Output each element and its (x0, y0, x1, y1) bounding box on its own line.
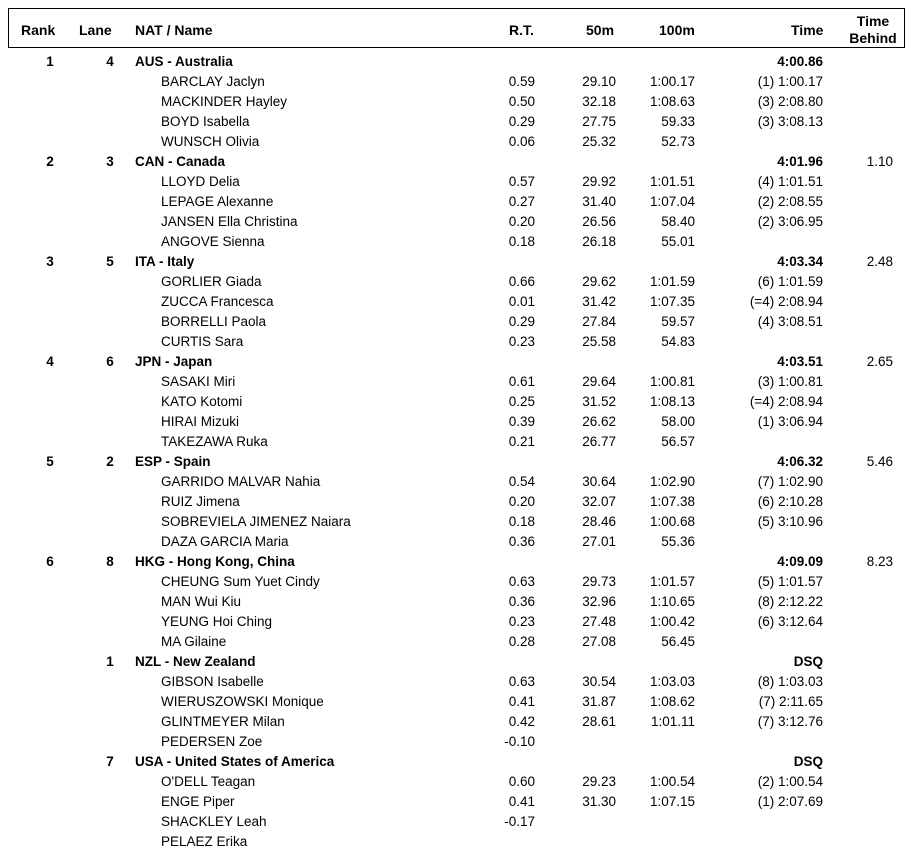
split-100m: 1:01.11 (650, 714, 695, 729)
split-100m: 1:07.35 (649, 294, 695, 309)
team-lane: 6 (106, 354, 114, 369)
swimmer-row (0, 572, 914, 592)
team-lane: 1 (106, 654, 114, 669)
split-50m: 31.52 (582, 394, 616, 409)
reaction-time: 0.63 (508, 574, 535, 589)
split-100m: 1:08.63 (649, 94, 695, 109)
team-name: HKG - Hong Kong, China (135, 554, 295, 569)
swimmer-row (0, 292, 914, 312)
team-rank: 4 (46, 354, 54, 369)
swimmer-row (0, 612, 914, 632)
swimmer-name: SASAKI Miri (161, 374, 236, 389)
reaction-time: 0.39 (508, 414, 535, 429)
swimmer-name: MAN Wui Kiu (161, 594, 242, 609)
swimmer-name: WIERUSZOWSKI Monique (161, 694, 324, 709)
header-time: Time (791, 22, 824, 38)
team-time: 4:06.32 (777, 454, 823, 469)
split-50m: 29.73 (582, 574, 616, 589)
swimmer-name: GIBSON Isabelle (161, 674, 264, 689)
split-100m: 1:00.54 (649, 774, 695, 789)
swimmer-row (0, 692, 914, 712)
swimmer-name: LEPAGE Alexanne (161, 194, 274, 209)
reaction-time: 0.41 (508, 694, 535, 709)
swimmer-name: ZUCCA Francesca (161, 294, 274, 309)
reaction-time: 0.63 (508, 674, 535, 689)
cumulative-time: (2) 1:00.54 (757, 774, 823, 789)
split-50m: 32.18 (582, 94, 616, 109)
split-50m: 31.42 (582, 294, 616, 309)
swimmer-row (0, 92, 914, 112)
split-100m: 56.45 (661, 634, 695, 649)
header-nat-name: NAT / Name (135, 22, 213, 38)
team-rank: 2 (46, 154, 54, 169)
split-100m: 1:07.15 (649, 794, 695, 809)
cumulative-time: (1) 1:00.17 (757, 74, 823, 89)
swimmer-name: SHACKLEY Leah (161, 814, 267, 829)
split-50m: 29.64 (582, 374, 616, 389)
swimmer-row (0, 192, 914, 212)
cumulative-time: (7) 1:02.90 (757, 474, 823, 489)
split-100m: 1:00.42 (649, 614, 695, 629)
reaction-time: 0.29 (508, 314, 535, 329)
split-100m: 1:01.51 (649, 174, 695, 189)
cumulative-time: (8) 2:12.22 (757, 594, 823, 609)
reaction-time: 0.27 (508, 194, 535, 209)
cumulative-time: (6) 2:10.28 (757, 494, 823, 509)
reaction-time: 0.50 (508, 94, 535, 109)
cumulative-time: (6) 1:01.59 (757, 274, 823, 289)
split-100m: 55.36 (661, 534, 695, 549)
swimmer-name: DAZA GARCIA Maria (161, 534, 289, 549)
cumulative-time: (3) 2:08.80 (757, 94, 823, 109)
swimmer-name: ANGOVE Sienna (161, 234, 265, 249)
swimmer-row (0, 832, 914, 852)
swimmer-row (0, 432, 914, 452)
cumulative-time: (3) 3:08.13 (757, 114, 823, 129)
team-rank: 5 (46, 454, 54, 469)
swimmer-row (0, 232, 914, 252)
swimmer-row (0, 532, 914, 552)
swimmer-row (0, 332, 914, 352)
reaction-time: 0.18 (508, 514, 535, 529)
team-lane: 5 (106, 254, 114, 269)
cumulative-time: (7) 2:11.65 (758, 694, 823, 709)
swimmer-name: MA Gilaine (161, 634, 227, 649)
swimmer-name: KATO Kotomi (161, 394, 243, 409)
swimmer-name: HIRAI Mizuki (161, 414, 240, 429)
swimmer-name: GORLIER Giada (161, 274, 262, 289)
reaction-time: 0.28 (508, 634, 535, 649)
split-100m: 52.73 (661, 134, 695, 149)
header-rank: Rank (21, 22, 56, 38)
split-100m: 59.33 (661, 114, 695, 129)
cumulative-time: (5) 1:01.57 (757, 574, 823, 589)
split-100m: 1:07.38 (649, 494, 695, 509)
cumulative-time: (5) 3:10.96 (757, 514, 823, 529)
reaction-time: 0.41 (508, 794, 535, 809)
reaction-time: 0.06 (508, 134, 535, 149)
split-100m: 54.83 (661, 334, 695, 349)
split-100m: 58.00 (661, 414, 695, 429)
swimmer-name: CURTIS Sara (161, 334, 244, 349)
team-time: 4:03.34 (777, 254, 823, 269)
cumulative-time: (=4) 2:08.94 (749, 294, 823, 309)
team-row (0, 52, 914, 72)
cumulative-time: (4) 1:01.51 (757, 174, 823, 189)
split-50m: 29.62 (582, 274, 616, 289)
swimmer-name: ENGE Piper (161, 794, 235, 809)
header-rt: R.T. (509, 22, 534, 38)
cumulative-time: (6) 3:12.64 (757, 614, 823, 629)
team-time: 4:03.51 (777, 354, 823, 369)
cumulative-time: (8) 1:03.03 (757, 674, 823, 689)
swimmer-row (0, 512, 914, 532)
reaction-time: 0.20 (508, 494, 535, 509)
swimmer-row (0, 792, 914, 812)
swimmer-name: BORRELLI Paola (161, 314, 267, 329)
team-rank: 3 (46, 254, 54, 269)
swimmer-row (0, 472, 914, 492)
split-100m: 1:10.65 (649, 594, 695, 609)
header-time-behind-line2: Behind (849, 30, 897, 46)
reaction-time: 0.42 (508, 714, 535, 729)
reaction-time: 0.01 (508, 294, 535, 309)
swimmer-row (0, 812, 914, 832)
swimmer-name: CHEUNG Sum Yuet Cindy (161, 574, 320, 589)
team-time-behind: 2.48 (866, 254, 893, 269)
reaction-time: 0.36 (508, 534, 535, 549)
split-50m: 26.56 (582, 214, 616, 229)
split-50m: 27.01 (582, 534, 616, 549)
team-name: AUS - Australia (135, 54, 233, 69)
split-50m: 31.87 (582, 694, 616, 709)
split-50m: 25.32 (582, 134, 616, 149)
split-50m: 32.96 (582, 594, 616, 609)
split-100m: 56.57 (661, 434, 695, 449)
reaction-time: -0.10 (504, 734, 535, 749)
split-50m: 27.84 (582, 314, 616, 329)
split-50m: 28.46 (582, 514, 616, 529)
team-row (0, 152, 914, 172)
results-header (8, 8, 905, 48)
team-name: NZL - New Zealand (135, 654, 256, 669)
swimmer-row (0, 312, 914, 332)
team-row (0, 552, 914, 572)
reaction-time: 0.60 (508, 774, 535, 789)
swimmer-name: O'DELL Teagan (161, 774, 256, 789)
split-100m: 1:08.13 (649, 394, 695, 409)
team-lane: 4 (106, 54, 114, 69)
swimmer-row (0, 632, 914, 652)
split-50m: 26.18 (582, 234, 616, 249)
split-100m: 1:07.04 (649, 194, 695, 209)
split-100m: 59.57 (661, 314, 695, 329)
swimmer-row (0, 672, 914, 692)
swimmer-name: GLINTMEYER Milan (161, 714, 285, 729)
team-row (0, 652, 914, 672)
team-row (0, 252, 914, 272)
reaction-time: 0.21 (508, 434, 535, 449)
split-100m: 1:08.62 (649, 694, 695, 709)
reaction-time: 0.59 (508, 74, 535, 89)
team-rank: 1 (46, 54, 54, 69)
split-50m: 27.08 (582, 634, 616, 649)
reaction-time: 0.20 (508, 214, 535, 229)
swimmer-name: YEUNG Hoi Ching (161, 614, 273, 629)
team-time: 4:00.86 (777, 54, 823, 69)
reaction-time: 0.23 (508, 334, 535, 349)
cumulative-time: (=4) 2:08.94 (749, 394, 823, 409)
team-time: 4:01.96 (777, 154, 823, 169)
team-name: ESP - Spain (135, 454, 211, 469)
swimmer-row (0, 172, 914, 192)
swimmer-row (0, 272, 914, 292)
team-lane: 3 (106, 154, 114, 169)
swimmer-name: LLOYD Delia (161, 174, 240, 189)
swimmer-row (0, 712, 914, 732)
reaction-time: 0.29 (508, 114, 535, 129)
reaction-time: 0.18 (508, 234, 535, 249)
split-50m: 29.23 (582, 774, 616, 789)
swimmer-row (0, 592, 914, 612)
swimmer-row (0, 112, 914, 132)
split-100m: 1:03.03 (649, 674, 695, 689)
cumulative-time: (2) 3:06.95 (757, 214, 823, 229)
split-50m: 26.62 (582, 414, 616, 429)
reaction-time: 0.54 (508, 474, 535, 489)
split-50m: 26.77 (582, 434, 616, 449)
split-50m: 31.40 (582, 194, 616, 209)
cumulative-time: (7) 3:12.76 (757, 714, 823, 729)
cumulative-time: (1) 2:07.69 (757, 794, 823, 809)
team-time-behind: 5.46 (866, 454, 893, 469)
team-row (0, 352, 914, 372)
team-rank: 6 (46, 554, 54, 569)
team-row (0, 452, 914, 472)
split-50m: 25.58 (582, 334, 616, 349)
team-row (0, 752, 914, 772)
split-100m: 1:00.68 (649, 514, 695, 529)
cumulative-time: (1) 3:06.94 (757, 414, 823, 429)
swimmer-name: GARRIDO MALVAR Nahia (161, 474, 321, 489)
reaction-time: 0.36 (508, 594, 535, 609)
team-time: DSQ (793, 654, 823, 669)
swimmer-row (0, 212, 914, 232)
team-lane: 8 (106, 554, 114, 569)
header-lane: Lane (79, 22, 112, 38)
split-100m: 58.40 (661, 214, 695, 229)
swimmer-row (0, 492, 914, 512)
swimmer-row (0, 772, 914, 792)
swimmer-name: BARCLAY Jaclyn (161, 74, 265, 89)
split-100m: 1:02.90 (649, 474, 695, 489)
reaction-time: 0.66 (508, 274, 535, 289)
header-50m: 50m (586, 22, 615, 38)
cumulative-time: (4) 3:08.51 (757, 314, 823, 329)
split-50m: 30.64 (582, 474, 616, 489)
split-50m: 27.75 (582, 114, 616, 129)
swimmer-row (0, 372, 914, 392)
reaction-time: 0.57 (508, 174, 535, 189)
results-table (0, 52, 914, 852)
header-time-behind-line1: Time (856, 13, 890, 29)
reaction-time: 0.61 (508, 374, 535, 389)
team-name: USA - United States of America (135, 754, 335, 769)
reaction-time: 0.25 (508, 394, 535, 409)
split-50m: 28.61 (582, 714, 616, 729)
swimmer-name: WUNSCH Olivia (161, 134, 260, 149)
team-time-behind: 1.10 (866, 154, 893, 169)
team-time-behind: 2.65 (866, 354, 893, 369)
swimmer-row (0, 132, 914, 152)
team-name: ITA - Italy (135, 254, 195, 269)
swimmer-row (0, 392, 914, 412)
swimmer-row (0, 412, 914, 432)
swimmer-name: SOBREVIELA JIMENEZ Naiara (161, 514, 351, 529)
swimmer-name: TAKEZAWA Ruka (161, 434, 268, 449)
swimmer-name: JANSEN Ella Christina (161, 214, 298, 229)
team-time-behind: 8.23 (866, 554, 893, 569)
reaction-time: -0.17 (504, 814, 535, 829)
split-50m: 32.07 (582, 494, 616, 509)
split-100m: 1:00.17 (649, 74, 695, 89)
split-50m: 30.54 (582, 674, 616, 689)
swimmer-row (0, 732, 914, 752)
team-lane: 2 (106, 454, 114, 469)
swimmer-name: BOYD Isabella (161, 114, 250, 129)
split-50m: 27.48 (582, 614, 616, 629)
split-50m: 29.10 (582, 74, 616, 89)
team-name: CAN - Canada (135, 154, 226, 169)
reaction-time: 0.23 (508, 614, 535, 629)
swimmer-name: PEDERSEN Zoe (161, 734, 263, 749)
split-100m: 55.01 (661, 234, 695, 249)
split-100m: 1:01.57 (649, 574, 695, 589)
cumulative-time: (3) 1:00.81 (757, 374, 823, 389)
team-lane: 7 (106, 754, 114, 769)
split-50m: 29.92 (582, 174, 616, 189)
swimmer-name: RUIZ Jimena (161, 494, 240, 509)
split-100m: 1:01.59 (649, 274, 695, 289)
swimmer-row (0, 72, 914, 92)
team-time: 4:09.09 (777, 554, 823, 569)
swimmer-name: PELAEZ Erika (161, 834, 248, 849)
split-100m: 1:00.81 (649, 374, 695, 389)
team-name: JPN - Japan (135, 354, 213, 369)
header-100m: 100m (659, 22, 695, 38)
cumulative-time: (2) 2:08.55 (757, 194, 823, 209)
team-time: DSQ (793, 754, 823, 769)
swimmer-name: MACKINDER Hayley (161, 94, 288, 109)
split-50m: 31.30 (582, 794, 616, 809)
